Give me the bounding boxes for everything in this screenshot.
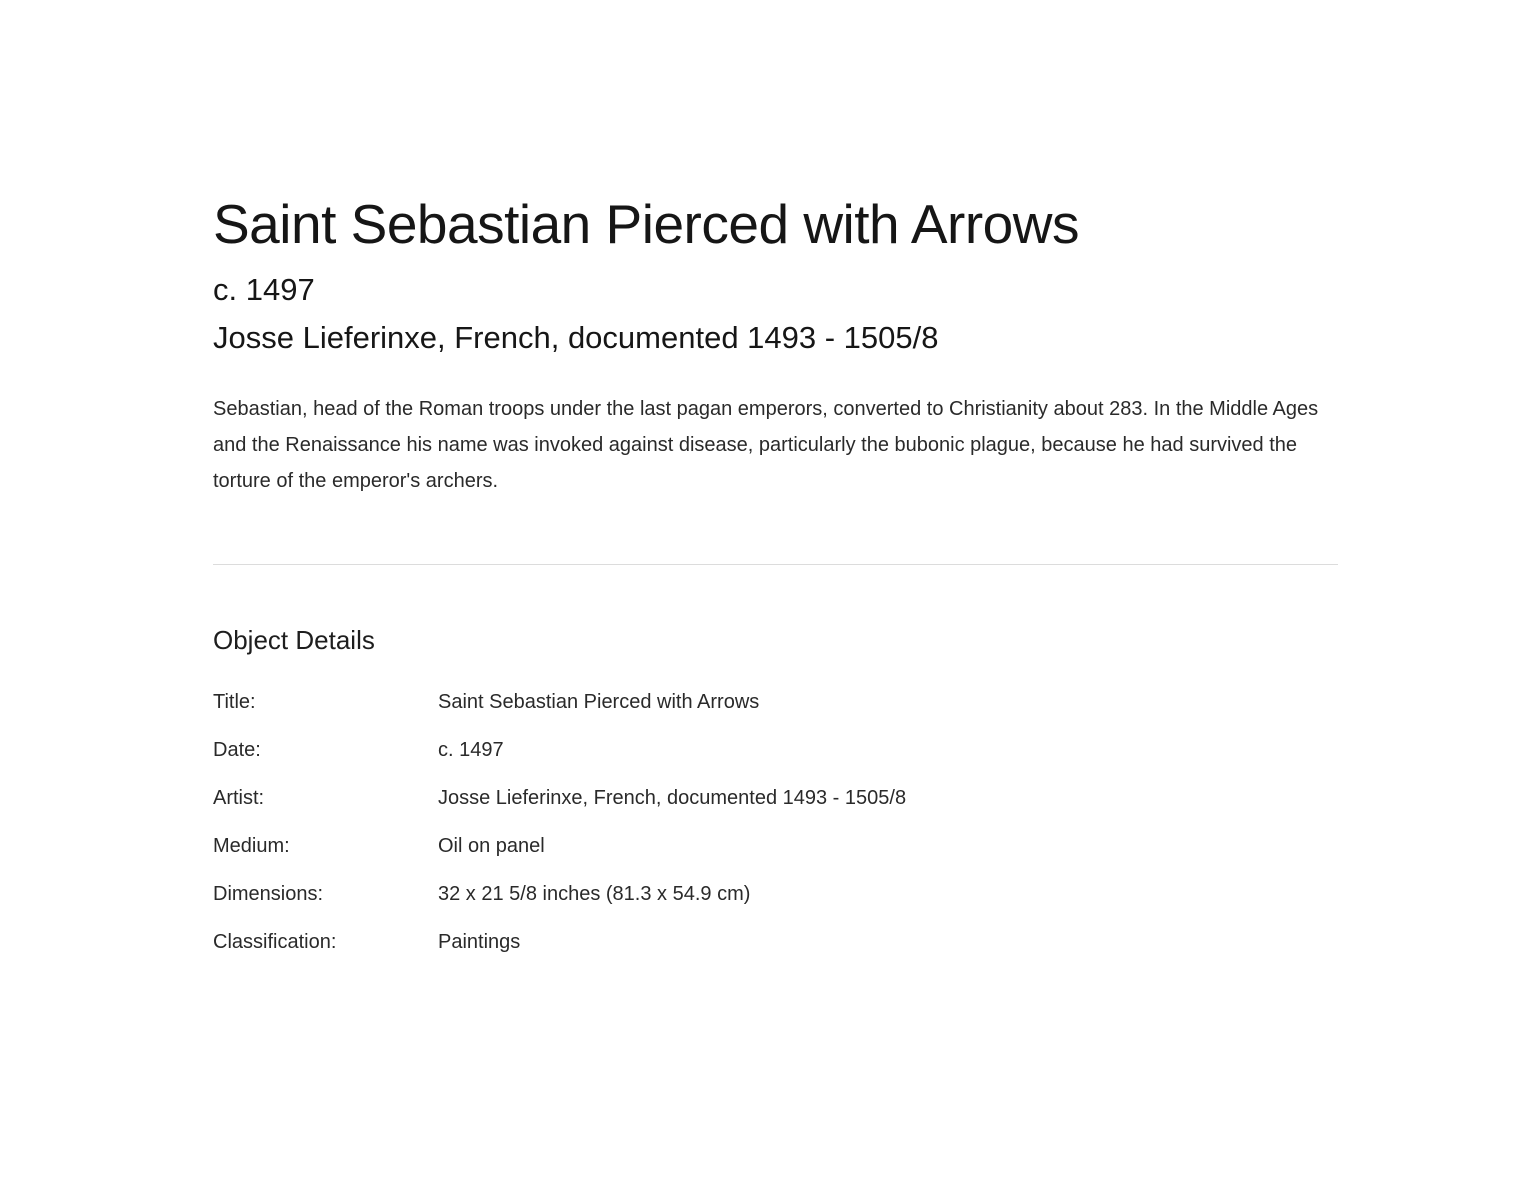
detail-row-medium	[213, 830, 1338, 878]
detail-value: Oil on panel	[438, 835, 545, 857]
object-details-heading: Object Details	[213, 625, 375, 655]
section-divider	[213, 564, 1338, 565]
detail-label: Dimensions:	[213, 883, 324, 905]
artwork-artist: Josse Lieferinxe, French, documented 1493 - 1505/8	[213, 320, 939, 355]
object-details-table	[213, 686, 1338, 974]
detail-value: Paintings	[438, 931, 521, 953]
artwork-description: Sebastian, head of the Roman troops under the last pagan emperors, converted to Christianity about 283. In the Middle Ages and the Renaissance his name was invoked against disease, particularly the bubonic plague, because he had survived the torture of the emperor's archers.	[213, 398, 1319, 492]
detail-value: 32 x 21 5/8 inches (81.3 x 54.9 cm)	[438, 883, 751, 905]
artwork-title: Saint Sebastian Pierced with Arrows	[213, 193, 1079, 255]
detail-label: Date:	[213, 739, 261, 761]
detail-label: Classification:	[213, 931, 337, 953]
detail-value: Josse Lieferinxe, French, documented 1493 - 1505/8	[438, 787, 907, 809]
detail-row-classification	[213, 926, 1338, 974]
detail-row-artist	[213, 782, 1338, 830]
detail-row-date	[213, 734, 1338, 782]
detail-label: Medium:	[213, 835, 290, 857]
detail-label: Artist:	[213, 787, 265, 809]
detail-value: c. 1497	[438, 739, 504, 761]
detail-row-title	[213, 686, 1338, 734]
detail-row-dimensions	[213, 878, 1338, 926]
detail-label: Title:	[213, 691, 256, 713]
detail-value: Saint Sebastian Pierced with Arrows	[438, 691, 760, 713]
artwork-date: c. 1497	[213, 272, 315, 307]
